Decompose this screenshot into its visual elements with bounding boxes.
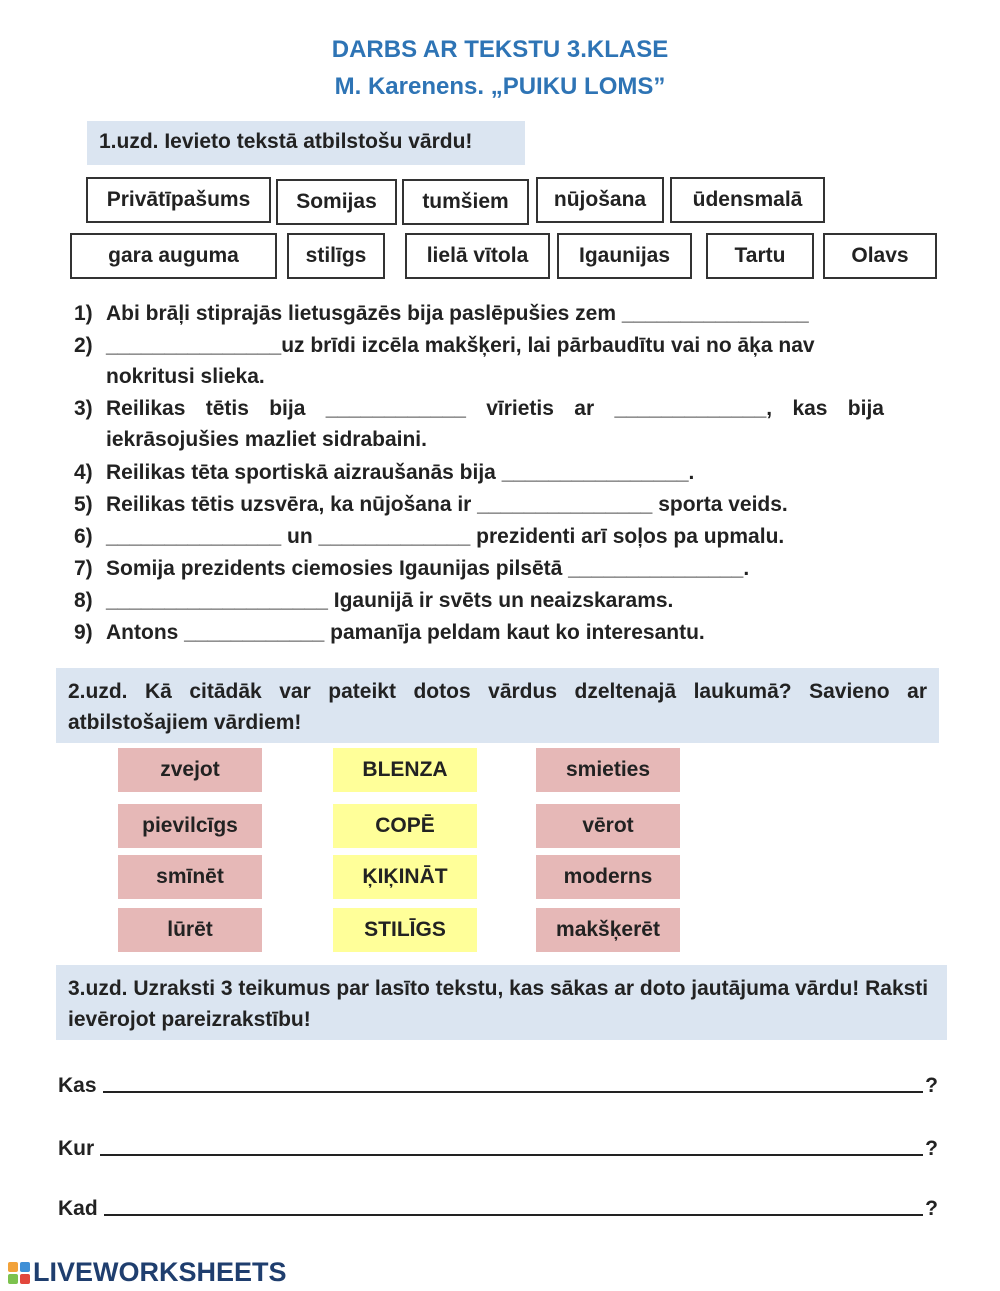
match-middle-item[interactable]: BLENZA bbox=[333, 748, 477, 792]
task3-heading: 3.uzd. Uzraksti 3 teikumus par lasīto tekstu, kas sākas ar doto jautājuma vārdu! Raksti ievērojot pareizrakstību! bbox=[56, 965, 947, 1040]
sentence-item bbox=[74, 553, 884, 584]
word-bank-item[interactable]: ūdensmalā bbox=[670, 177, 825, 223]
match-left-item[interactable]: pievilcīgs bbox=[118, 804, 262, 848]
sentence-item bbox=[74, 521, 884, 552]
question-word: Kas bbox=[58, 1074, 97, 1097]
match-left-item[interactable]: lūrēt bbox=[118, 908, 262, 952]
word-bank-item[interactable]: nūjošana bbox=[536, 177, 664, 223]
liveworksheets-logo[interactable] bbox=[8, 1257, 287, 1288]
match-middle-item[interactable]: ĶIĶINĀT bbox=[333, 855, 477, 899]
answer-input[interactable] bbox=[104, 1213, 923, 1216]
sentence-item bbox=[74, 617, 884, 648]
question-mark: ? bbox=[925, 1137, 938, 1160]
sentence-item bbox=[74, 393, 884, 455]
question-word: Kur bbox=[58, 1137, 95, 1160]
word-bank-item[interactable]: gara auguma bbox=[70, 233, 277, 279]
worksheet-title: DARBS AR TEKSTU 3.KLASE bbox=[331, 36, 669, 63]
sentence-text[interactable]: ___________________ Igaunijā ir svēts un neaizskarams. bbox=[106, 589, 674, 612]
logo-square bbox=[20, 1262, 30, 1272]
sentence-item bbox=[74, 585, 884, 616]
question-mark: ? bbox=[925, 1074, 938, 1097]
answer-input[interactable] bbox=[103, 1090, 924, 1093]
answer-line bbox=[58, 1189, 938, 1221]
sentence-text[interactable]: Reilikas tētis uzsvēra, ka nūjošana ir _______________ sporta veids. bbox=[106, 493, 788, 516]
match-left-item[interactable]: smīnēt bbox=[118, 855, 262, 899]
sentence-item bbox=[74, 330, 884, 392]
sentence-text[interactable]: Somija prezidents ciemosies Igaunijas pilsētā _______________. bbox=[106, 557, 750, 580]
sentence-item bbox=[74, 457, 884, 488]
word-bank-item[interactable]: Privātīpašums bbox=[86, 177, 271, 223]
match-middle-item[interactable]: COPĒ bbox=[333, 804, 477, 848]
logo-square bbox=[8, 1274, 18, 1284]
word-bank-item[interactable]: lielā vītola bbox=[405, 233, 550, 279]
sentence-text[interactable]: Abi brāļi stiprajās lietusgāzēs bija paslēpušies zem ________________ bbox=[106, 302, 809, 325]
match-right-item[interactable]: moderns bbox=[536, 855, 680, 899]
word-bank-item[interactable]: Olavs bbox=[823, 233, 937, 279]
logo-text: LIVEWORKSHEETS bbox=[33, 1257, 287, 1287]
logo-square bbox=[8, 1262, 18, 1272]
sentence-text[interactable]: Reilikas tēta sportiskā aizraušanās bija ________________. bbox=[106, 461, 695, 484]
sentence-text[interactable]: _______________uz brīdi izcēla makšķeri, lai pārbaudītu vai no āķa nav nokritusi slieka. bbox=[106, 334, 815, 388]
match-left-item[interactable]: zvejot bbox=[118, 748, 262, 792]
sentence-number: 7) bbox=[74, 557, 93, 580]
worksheet-subtitle: M. Karenens. „PUIKU LOMS” bbox=[334, 73, 666, 100]
sentence-text[interactable]: _______________ un _____________ prezidenti arī soļos pa upmalu. bbox=[106, 525, 785, 548]
word-bank-item[interactable]: stilīgs bbox=[287, 233, 385, 279]
word-bank-item[interactable]: tumšiem bbox=[402, 179, 529, 225]
sentence-number: 8) bbox=[74, 589, 93, 612]
word-bank-item[interactable]: Igaunijas bbox=[557, 233, 692, 279]
task1-heading: 1.uzd. Ievieto tekstā atbilstošu vārdu! bbox=[87, 121, 525, 165]
match-right-item[interactable]: smieties bbox=[536, 748, 680, 792]
sentence-text[interactable]: Antons ____________ pamanīja peldam kaut ko interesantu. bbox=[106, 621, 705, 644]
match-middle-item[interactable]: STILĪGS bbox=[333, 908, 477, 952]
answer-input[interactable] bbox=[100, 1153, 923, 1156]
sentence-number: 5) bbox=[74, 493, 93, 516]
task2-heading: 2.uzd. Kā citādāk var pateikt dotos vārdus dzeltenajā laukumā? Savieno ar atbilstošajiem vārdiem! bbox=[56, 668, 939, 743]
sentence-number: 6) bbox=[74, 525, 93, 548]
sentence-item bbox=[74, 489, 884, 520]
answer-line bbox=[58, 1129, 938, 1161]
match-right-item[interactable]: vērot bbox=[536, 804, 680, 848]
logo-icon bbox=[8, 1262, 30, 1284]
word-bank-item[interactable]: Somijas bbox=[276, 179, 397, 225]
word-bank-item[interactable]: Tartu bbox=[706, 233, 814, 279]
sentence-item bbox=[74, 298, 884, 329]
sentence-text[interactable]: Reilikas tētis bija ____________ vīrietis ar _____________, kas bija iekrāsojušies mazliet sidrabaini. bbox=[106, 397, 884, 451]
sentence-number: 4) bbox=[74, 461, 93, 484]
sentence-number: 2) bbox=[74, 334, 93, 357]
sentence-number: 1) bbox=[74, 302, 93, 325]
question-mark: ? bbox=[925, 1197, 938, 1220]
sentence-number: 3) bbox=[74, 397, 93, 420]
question-word: Kad bbox=[58, 1197, 98, 1220]
answer-line bbox=[58, 1066, 938, 1098]
match-right-item[interactable]: makšķerēt bbox=[536, 908, 680, 952]
sentence-number: 9) bbox=[74, 621, 93, 644]
logo-square bbox=[20, 1274, 30, 1284]
